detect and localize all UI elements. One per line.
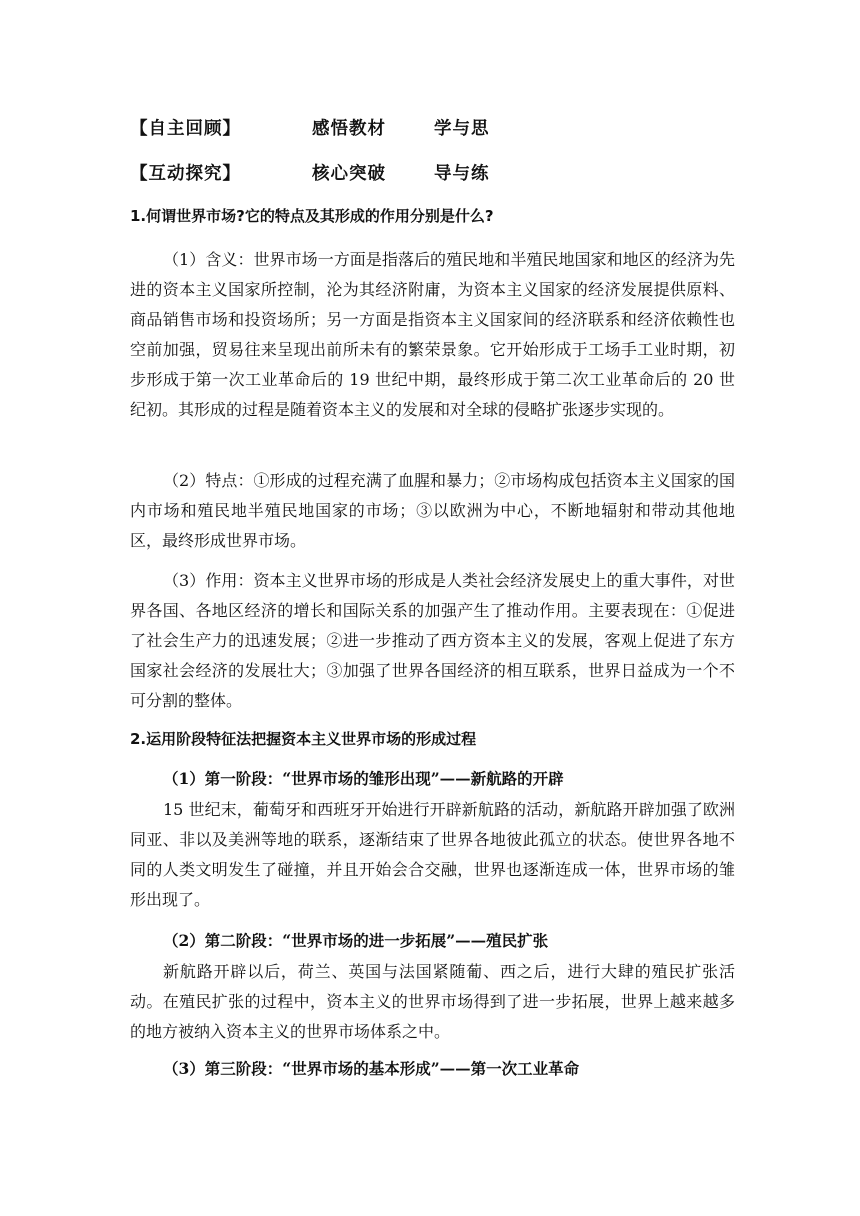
- question-heading: 1.何谓世界市场?它的特点及其形成的作用分别是什么?: [130, 207, 494, 225]
- paragraph-features: （2）特点：①形成的过程充满了血腥和暴力；②市场构成包括资本主义国家的国内市场和殖民地半殖民地国家的市场；③以欧洲为中心，不断地辐射和带动其他地区，最终形成世界市场。: [130, 471, 735, 550]
- header-subtitle: 学与思: [434, 119, 490, 139]
- stage-heading: （1）第一阶段：“世界市场的雏形出现”——新航路的开辟: [163, 769, 564, 788]
- header-tag: 【自主回顾】: [130, 119, 241, 139]
- stage-heading: （3）第三阶段：“世界市场的基本形成”——第一次工业革命: [163, 1059, 580, 1078]
- stage-heading: （2）第二阶段：“世界市场的进一步拓展”——殖民扩张: [163, 931, 549, 950]
- header-tag: 【互动探究】: [130, 164, 241, 184]
- header-subtitle: 导与练: [434, 164, 490, 184]
- paragraph-effects: （3）作用：资本主义世界市场的形成是人类社会经济发展史上的重大事件，对世界各国、各地区经济的增长和国际关系的加强产生了推动作用。主要表现在：①促进了社会生产力的迅速发展；②进一步推动了西方资本主义的发展，客观上促进了东方国家社会经济的发展壮大；③加强了世界各国经济的相互联系，世界日益成为一个不可分割的整体。: [130, 571, 735, 710]
- paragraph-definition: （1）含义：世界市场一方面是指落后的殖民地和半殖民地国家和地区的经济为先进的资本主义国家所控制，沦为其经济附庸，为资本主义国家的经济发展提供原料、商品销售市场和投资场所；另一方面是指资本主义国家间的经济联系和经济依赖性也空前加强，贸易往来呈现出前所未有的繁荣景象。它开始形成于工场手工业时期，初步形成于第一次工业革命后的 19 世纪中期，最终形成于第二次工业革命后的 20 世纪初。其形成的过程是随着资本主义的发展和对全球的侵略扩张逐步实现的。: [130, 250, 735, 419]
- question-heading: 2.运用阶段特征法把握资本主义世界市场的形成过程: [130, 730, 477, 748]
- header-subtitle: 感悟教材: [312, 119, 386, 139]
- header-subtitle: 核心突破: [312, 164, 386, 184]
- stage-paragraph: 新航路开辟以后，荷兰、英国与法国紧随葡、西之后，进行大肆的殖民扩张活动。在殖民扩张的过程中，资本主义的世界市场得到了进一步拓展，世界上越来越多的地方被纳入资本主义的世界市场体系之中。: [130, 962, 735, 1041]
- stage-paragraph: 15 世纪末，葡萄牙和西班牙开始进行开辟新航路的活动，新航路开辟加强了欧洲同亚、非以及美洲等地的联系，逐渐结束了世界各地彼此孤立的状态。使世界各地不同的人类文明发生了碰撞，并且开始会合交融，世界也逐渐连成一体，世界市场的雏形出现了。: [130, 800, 735, 909]
